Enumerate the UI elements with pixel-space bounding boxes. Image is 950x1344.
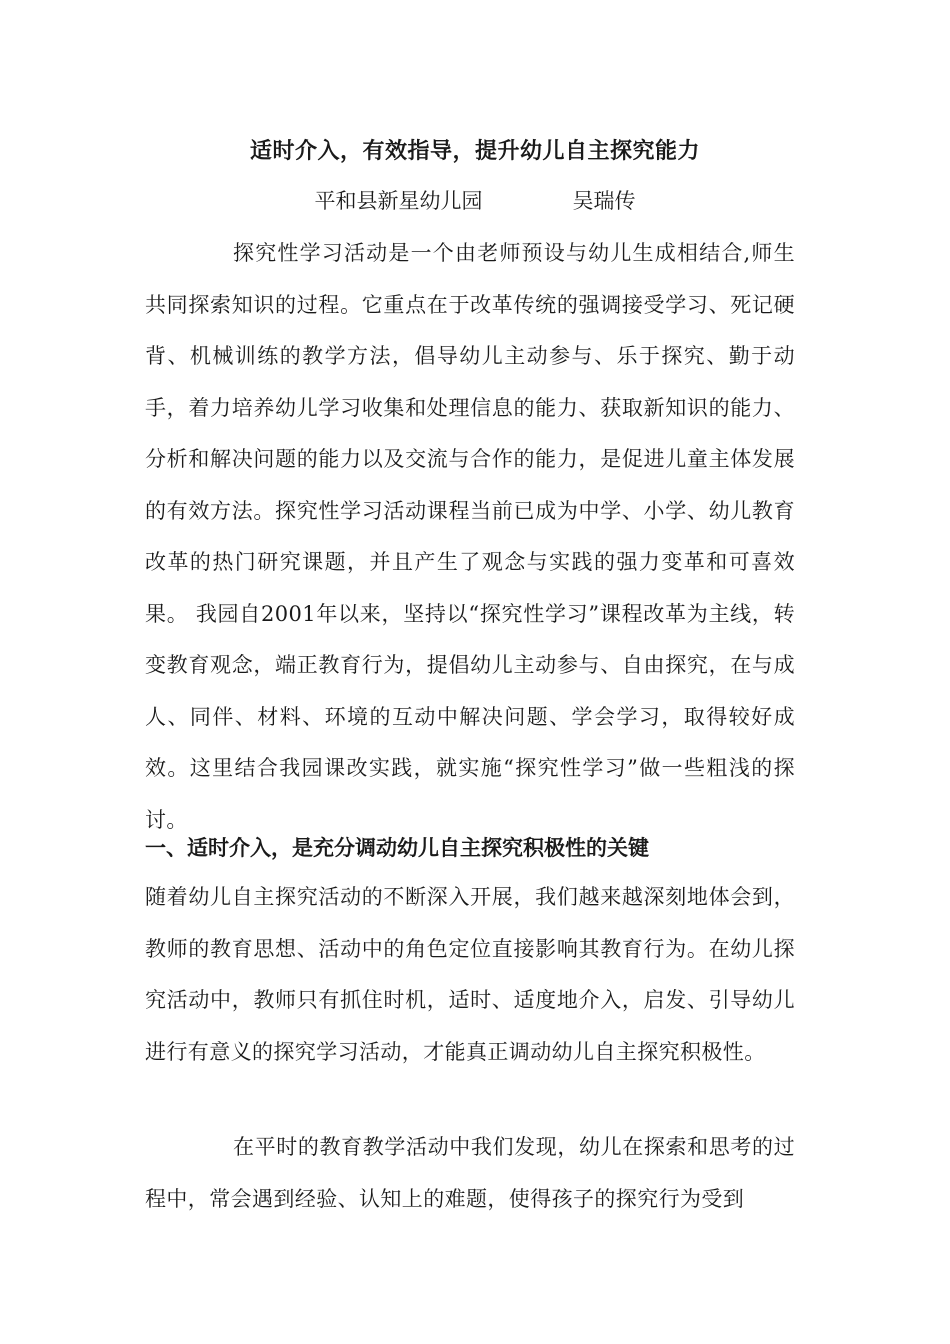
section-1-paragraph: 随着幼儿自主探究活动的不断深入开展，我们越来越深刻地体会到，教师的教育思想、活动中的角色定位直接影响其教育行为。在幼儿探究活动中，教师只有抓住时机，适时、适度地介入，启发、引导幼儿进行有意义的探究学习活动，才能真正调动幼儿自主探究积极性。: [145, 885, 795, 1064]
school-name: 平和县新星幼儿园: [314, 189, 483, 213]
author-line: [0, 186, 950, 216]
section-1-paragraph-2: 在平时的教育教学活动中我们发现，幼儿在探索和思考的过程中，常会遇到经验、认知上的难题，使得孩子的探究行为受到: [145, 1135, 795, 1211]
author-name: 吴瑞传: [572, 189, 636, 213]
section-1-heading: 一、适时介入，是充分调动幼儿自主探究积极性的关键: [145, 835, 649, 860]
intro-paragraph: 探究性学习活动是一个由老师预设与幼儿生成相结合,师生共同探索知识的过程。它重点在于改革传统的强调接受学习、死记硬背、机械训练的教学方法，倡导幼儿主动参与、乐于探究、勤于动手，着力培养幼儿学习收集和处理信息的能力、获取新知识的能力、分析和解决问题的能力以及交流与合作的能力，是促进儿童主体发展的有效方法。探究性学习活动课程当前已成为中学、小学、幼儿教育改革的热门研究课题，并且产生了观念与实践的强力变革和可喜效果。 我园自2001年以来，坚持以“探究性学习”课程改革为主线，转变教育观念，端正教育行为，提倡幼儿主动参与、自由探究，在与成人、同伴、材料、环境的互动中解决问题、学会学习，取得较好成效。这里结合我园课改实践，就实施“探究性学习”做一些粗浅的探讨。: [145, 241, 795, 832]
document-title: 适时介入，有效指导，提升幼儿自主探究能力: [249, 138, 700, 164]
